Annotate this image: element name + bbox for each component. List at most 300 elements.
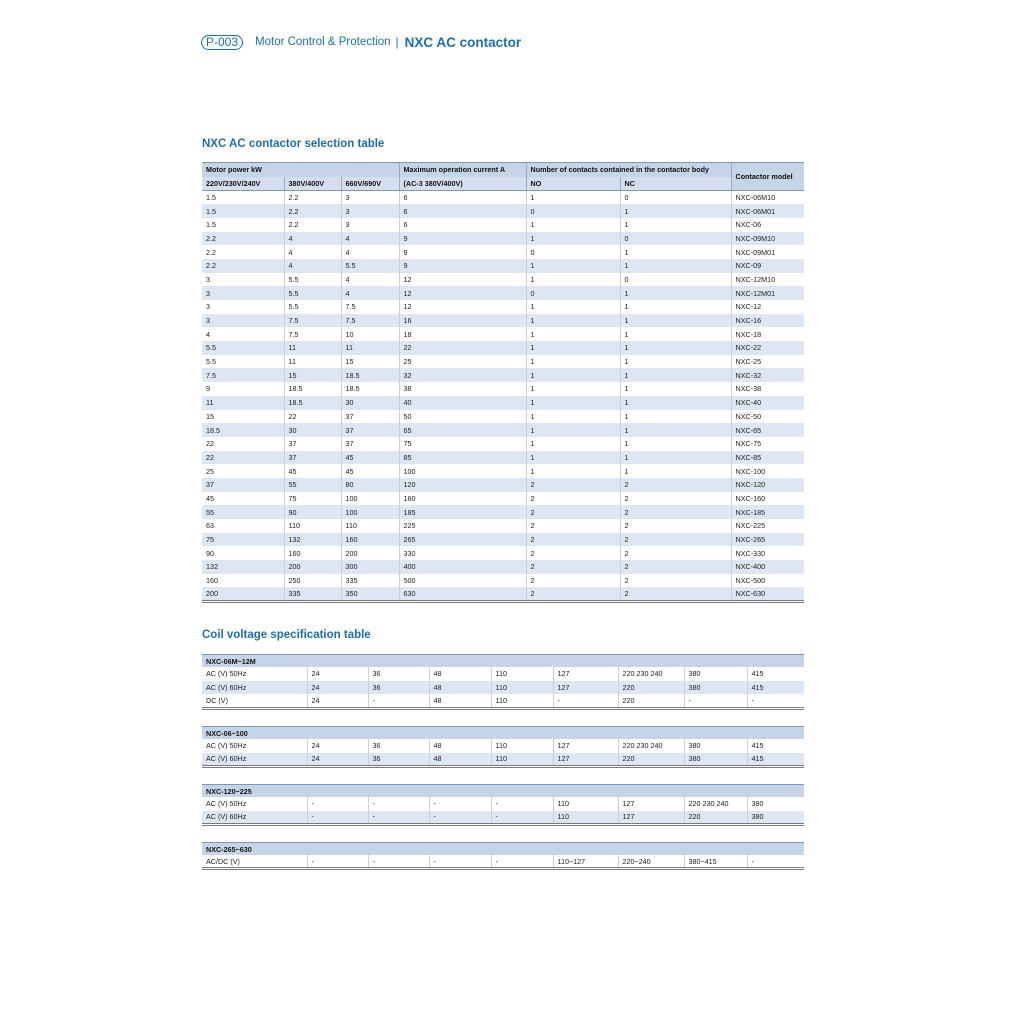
table-cell: NXC-630 — [731, 587, 804, 601]
table-row — [202, 464, 804, 478]
table-row — [202, 314, 804, 328]
table-cell: 220 230 240 — [618, 667, 684, 681]
table-row — [202, 546, 804, 560]
table-cell: NXC-330 — [731, 546, 804, 560]
table-cell: NXC-50 — [731, 410, 804, 424]
table-cell: 415 — [747, 681, 804, 695]
table-cell: - — [307, 797, 368, 811]
table-cell: 48 — [429, 667, 491, 681]
table-cell: 24 — [307, 667, 368, 681]
table-cell: 1 — [526, 410, 620, 424]
coil-table — [202, 842, 804, 870]
table-cell: 2 — [526, 533, 620, 547]
table-cell: 48 — [429, 681, 491, 695]
table-cell: 2 — [620, 533, 731, 547]
table-cell: 1 — [526, 368, 620, 382]
table-cell: NXC-38 — [731, 382, 804, 396]
table-cell: 100 — [341, 492, 399, 506]
table-cell: 12 — [399, 286, 526, 300]
table-cell: NXC-40 — [731, 396, 804, 410]
table-cell: 1 — [620, 355, 731, 369]
table-cell: 1 — [620, 410, 731, 424]
table-cell: 1 — [526, 218, 620, 232]
table-cell: NXC-75 — [731, 437, 804, 451]
table-cell: 45 — [341, 451, 399, 465]
table-cell: 132 — [284, 533, 341, 547]
table-row — [202, 739, 804, 753]
table-cell: 2.2 — [202, 259, 284, 273]
table-cell: 1 — [526, 300, 620, 314]
table-cell: NXC-65 — [731, 423, 804, 437]
table-row — [202, 667, 804, 681]
table-row — [202, 245, 804, 259]
table-cell: 380 — [684, 667, 747, 681]
table-row — [202, 855, 804, 869]
table-cell: 1 — [620, 451, 731, 465]
table-cell: 50 — [399, 410, 526, 424]
table-cell: 9 — [206, 384, 210, 394]
subheader-380v: 380V/400V — [284, 177, 341, 191]
table-cell: 11 — [284, 341, 341, 355]
table-cell: 1.5 — [202, 204, 284, 218]
header-section: Motor Control & Protection — [255, 36, 391, 48]
table-row — [202, 259, 804, 273]
table-cell: 7.5 — [341, 314, 399, 328]
table-row — [202, 451, 804, 465]
table-cell: 7.5 — [341, 300, 399, 314]
table-cell: NXC-265 — [731, 533, 804, 547]
table-cell: 415 — [747, 753, 804, 767]
table-cell: 5.5 — [341, 259, 399, 273]
table-cell: NXC-225 — [731, 519, 804, 533]
table-cell: AC (V) 50Hz — [206, 741, 247, 751]
table-row — [202, 505, 804, 519]
selection-table-body — [202, 191, 804, 602]
table-cell: 2.2 — [284, 204, 341, 218]
table-cell: AC/DC (V) — [202, 855, 307, 869]
table-row — [202, 694, 804, 708]
table-cell: 15 — [284, 368, 341, 382]
table-cell: 127 — [553, 753, 618, 767]
table-cell: 1 — [526, 396, 620, 410]
table-cell: NXC-09 — [731, 259, 804, 273]
table-row — [202, 191, 804, 205]
table-cell: 24 — [307, 681, 368, 695]
table-cell: - — [368, 855, 429, 869]
table-row — [202, 355, 804, 369]
coil-group-title: NXC-120~225 — [202, 785, 804, 798]
table-cell: 1 — [620, 396, 731, 410]
header-separator: | — [395, 35, 399, 49]
table-cell: 400 — [399, 560, 526, 574]
table-cell: 2 — [620, 505, 731, 519]
table-cell: 37 — [341, 410, 399, 424]
table-cell: 4 — [341, 245, 399, 259]
table-cell: 22 — [284, 410, 341, 424]
table-cell: 37 — [284, 437, 341, 451]
table-row — [202, 560, 804, 574]
table-cell: 1 — [620, 464, 731, 478]
table-cell: 18.5 — [284, 382, 341, 396]
table-cell: NXC-12 — [731, 300, 804, 314]
table-cell: NXC-400 — [731, 560, 804, 574]
table-cell: 5.5 — [284, 286, 341, 300]
table-cell: 127 — [618, 811, 684, 825]
table-cell: 3 — [206, 274, 210, 284]
table-cell: 1 — [526, 273, 620, 287]
table-cell: NXC-12M01 — [731, 286, 804, 300]
table-cell: 30 — [284, 423, 341, 437]
table-cell: 1 — [620, 423, 731, 437]
table-cell: 220~240 — [618, 855, 684, 869]
table-cell: - — [491, 855, 553, 869]
table-cell: 2.2 — [202, 232, 284, 246]
table-cell: 1 — [620, 300, 731, 314]
table-cell: 25 — [206, 466, 214, 476]
table-cell: 6 — [399, 218, 526, 232]
table-cell: 55 — [284, 478, 341, 492]
selection-table-title: NXC AC contactor selection table — [202, 138, 385, 150]
table-row — [202, 574, 804, 588]
table-cell: 110 — [553, 797, 618, 811]
table-cell: - — [429, 797, 491, 811]
table-row — [202, 327, 804, 341]
table-cell: 2 — [620, 492, 731, 506]
table-row — [202, 811, 804, 825]
table-row — [202, 478, 804, 492]
table-cell: AC (V) 50Hz — [206, 669, 247, 679]
table-cell: 36 — [368, 667, 429, 681]
table-cell: 100 — [399, 464, 526, 478]
table-row — [202, 753, 804, 767]
table-cell: 500 — [399, 574, 526, 588]
table-cell: - — [368, 797, 429, 811]
table-cell: 1 — [526, 191, 620, 205]
table-cell: 4 — [341, 286, 399, 300]
table-cell: 110 — [341, 519, 399, 533]
table-cell: 36 — [368, 739, 429, 753]
table-cell: NXC-06 — [731, 218, 804, 232]
table-cell: DC (V) — [202, 694, 307, 708]
table-cell: 24 — [307, 694, 368, 708]
table-row — [202, 286, 804, 300]
table-cell: 3 — [202, 314, 284, 328]
table-cell: 335 — [284, 587, 341, 601]
table-cell: 6 — [399, 204, 526, 218]
table-cell: NXC-09M01 — [731, 245, 804, 259]
table-cell: 2 — [620, 560, 731, 574]
contacts-header: Number of contacts contained in the contactor body — [526, 163, 731, 177]
table-cell: 5.5 — [202, 341, 284, 355]
table-cell: 24 — [307, 739, 368, 753]
table-cell: 6 — [399, 191, 526, 205]
table-cell: 85 — [399, 451, 526, 465]
table-cell: 16 — [399, 314, 526, 328]
table-cell: 1 — [620, 327, 731, 341]
table-cell: 0 — [620, 273, 731, 287]
table-cell: 12 — [399, 273, 526, 287]
table-cell: 1 — [526, 451, 620, 465]
table-cell: - — [368, 811, 429, 825]
table-cell: 220 — [618, 681, 684, 695]
table-cell: 38 — [399, 382, 526, 396]
table-row — [202, 437, 804, 451]
table-cell: NXC-500 — [731, 574, 804, 588]
table-row — [202, 681, 804, 695]
table-cell: 110 — [491, 739, 553, 753]
table-cell: 220 230 240 — [684, 797, 747, 811]
table-cell: 18.5 — [341, 368, 399, 382]
table-cell: 37 — [341, 423, 399, 437]
table-row — [202, 423, 804, 437]
table-cell: 11 — [341, 341, 399, 355]
table-cell: 22 — [206, 439, 214, 449]
table-cell: 220 — [618, 753, 684, 767]
table-cell: 18.5 — [341, 382, 399, 396]
table-cell: 4 — [341, 273, 399, 287]
table-cell: 4 — [284, 259, 341, 273]
table-cell: 2 — [526, 587, 620, 601]
subheader-220v: 220V/230V/240V — [202, 177, 284, 191]
table-cell: 25 — [399, 355, 526, 369]
table-cell: 1 — [526, 314, 620, 328]
table-cell: 110 — [491, 681, 553, 695]
selection-table — [202, 162, 804, 603]
table-cell: 1 — [620, 259, 731, 273]
table-cell: 36 — [368, 753, 429, 767]
table-cell: 30 — [341, 396, 399, 410]
table-cell: NXC-06M01 — [731, 204, 804, 218]
table-cell: 1 — [620, 314, 731, 328]
table-cell: 160 — [341, 533, 399, 547]
table-cell: - — [491, 797, 553, 811]
table-cell: 0 — [526, 245, 620, 259]
table-cell: 15 — [206, 411, 214, 421]
table-cell: 24 — [307, 753, 368, 767]
subheader-no: NO — [526, 177, 620, 191]
table-cell: 5.5 — [206, 357, 216, 367]
table-cell: 18.5 — [284, 396, 341, 410]
table-cell: 2.2 — [284, 191, 341, 205]
table-cell: 1 — [526, 464, 620, 478]
table-row — [202, 492, 804, 506]
table-row — [202, 410, 804, 424]
table-cell: 10 — [341, 327, 399, 341]
table-row — [202, 218, 804, 232]
table-cell: - — [747, 694, 804, 708]
table-cell: 5.5 — [284, 300, 341, 314]
table-cell: 2 — [526, 492, 620, 506]
table-row — [202, 587, 804, 601]
table-row — [202, 533, 804, 547]
table-cell: 18 — [399, 327, 526, 341]
table-cell: 75 — [202, 533, 284, 547]
table-row — [202, 382, 804, 396]
table-cell: 1 — [620, 286, 731, 300]
table-cell: 5.5 — [284, 273, 341, 287]
table-cell: 250 — [284, 574, 341, 588]
table-cell: 40 — [399, 396, 526, 410]
table-cell: 7.5 — [284, 314, 341, 328]
table-cell: NXC-06M10 — [731, 191, 804, 205]
table-cell: 9 — [399, 232, 526, 246]
table-cell: AC (V) 60Hz — [202, 753, 307, 767]
subheader-660v: 660V/690V — [341, 177, 399, 191]
coil-group-title: NXC-06~100 — [202, 727, 804, 740]
table-cell: 200 — [202, 587, 284, 601]
table-cell: 36 — [368, 681, 429, 695]
table-cell: 3 — [341, 204, 399, 218]
table-cell: 15 — [341, 355, 399, 369]
table-cell: 2 — [526, 546, 620, 560]
table-cell: 200 — [341, 546, 399, 560]
table-cell: NXC-120 — [731, 478, 804, 492]
table-cell: 1 — [620, 341, 731, 355]
table-cell: 2 — [526, 574, 620, 588]
table-cell: 3 — [206, 302, 210, 312]
table-cell: 48 — [429, 753, 491, 767]
table-cell: 1 — [526, 437, 620, 451]
subheader-ac3: (AC-3 380V/400V) — [399, 177, 526, 191]
table-row — [202, 341, 804, 355]
header-title: NXC AC contactor — [404, 34, 522, 50]
table-cell: 1 — [526, 341, 620, 355]
table-cell: 80 — [341, 478, 399, 492]
table-cell: 4 — [206, 329, 210, 339]
table-cell: 120 — [399, 478, 526, 492]
table-cell: 7.5 — [284, 327, 341, 341]
table-cell: 127 — [553, 739, 618, 753]
coil-table-title: Coil voltage specification table — [202, 629, 371, 641]
table-cell: 100 — [341, 505, 399, 519]
table-cell: 7.5 — [202, 368, 284, 382]
table-row — [202, 797, 804, 811]
table-cell: 45 — [341, 464, 399, 478]
table-cell: NXC-25 — [731, 355, 804, 369]
table-cell: 160 — [206, 576, 218, 586]
table-cell: NXC-32 — [731, 368, 804, 382]
table-cell: 0 — [526, 286, 620, 300]
table-cell: 380~415 — [684, 855, 747, 869]
table-cell: 1 — [620, 437, 731, 451]
table-cell: 48 — [429, 694, 491, 708]
table-cell: 630 — [399, 587, 526, 601]
table-cell: 110 — [491, 667, 553, 681]
table-cell: NXC-12M10 — [731, 273, 804, 287]
table-cell: 32 — [399, 368, 526, 382]
table-cell: - — [307, 811, 368, 825]
table-cell: 65 — [399, 423, 526, 437]
table-cell: 4 — [284, 245, 341, 259]
table-cell: 37 — [284, 451, 341, 465]
table-cell: - — [491, 811, 553, 825]
table-cell: 37 — [341, 437, 399, 451]
table-cell: 3 — [341, 218, 399, 232]
table-cell: 127 — [553, 667, 618, 681]
table-cell: 330 — [399, 546, 526, 560]
table-row — [202, 232, 804, 246]
table-cell: 1 — [620, 382, 731, 396]
table-cell: 1.5 — [206, 193, 216, 203]
motor-power-header: Motor power kW — [202, 163, 399, 177]
table-cell: 18.5 — [202, 423, 284, 437]
table-cell: 2 — [526, 505, 620, 519]
table-cell: NXC-100 — [731, 464, 804, 478]
table-cell: 3 — [341, 191, 399, 205]
table-cell: AC (V) 50Hz — [206, 799, 247, 809]
table-cell: 110 — [553, 811, 618, 825]
table-cell: 132 — [202, 560, 284, 574]
table-cell: - — [307, 855, 368, 869]
table-cell: 1 — [526, 232, 620, 246]
table-cell: 1 — [526, 259, 620, 273]
table-cell: 45 — [284, 464, 341, 478]
table-cell: 160 — [399, 492, 526, 506]
table-cell: 220 — [618, 694, 684, 708]
table-cell: 265 — [399, 533, 526, 547]
table-cell: 2 — [526, 478, 620, 492]
table-cell: 4 — [284, 232, 341, 246]
coil-table — [202, 726, 804, 768]
table-cell: 415 — [747, 667, 804, 681]
coil-table — [202, 784, 804, 826]
table-cell: 127 — [553, 681, 618, 695]
table-cell: 22 — [399, 341, 526, 355]
table-cell: 380 — [684, 681, 747, 695]
table-cell: 48 — [429, 739, 491, 753]
table-cell: 0 — [620, 191, 731, 205]
table-cell: - — [368, 694, 429, 708]
table-cell: 380 — [684, 739, 747, 753]
table-cell: 11 — [284, 355, 341, 369]
table-cell: 110~127 — [553, 855, 618, 869]
table-cell: 55 — [202, 505, 284, 519]
table-cell: - — [429, 855, 491, 869]
table-cell: AC (V) 60Hz — [202, 811, 307, 825]
table-cell: 2 — [620, 478, 731, 492]
table-cell: 1.5 — [206, 220, 216, 230]
table-cell: 1 — [620, 218, 731, 232]
table-cell: 220 230 240 — [618, 739, 684, 753]
table-cell: 185 — [399, 505, 526, 519]
table-row — [202, 368, 804, 382]
table-cell: 300 — [341, 560, 399, 574]
table-cell: 2 — [620, 546, 731, 560]
table-cell: - — [747, 855, 804, 869]
table-cell: - — [429, 811, 491, 825]
table-cell: NXC-185 — [731, 505, 804, 519]
table-cell: NXC-16 — [731, 314, 804, 328]
table-cell: 1 — [620, 204, 731, 218]
table-cell: 90 — [206, 548, 214, 558]
table-row — [202, 396, 804, 410]
table-cell: 2 — [526, 560, 620, 574]
coil-group-title: NXC-265~630 — [202, 843, 804, 856]
table-row — [202, 300, 804, 314]
table-cell: 2 — [526, 519, 620, 533]
table-cell: 380 — [684, 753, 747, 767]
table-cell: 110 — [491, 753, 553, 767]
page-header — [201, 34, 521, 50]
table-cell: 335 — [341, 574, 399, 588]
table-cell: 3 — [202, 286, 284, 300]
table-cell: 220 — [684, 811, 747, 825]
table-cell: - — [684, 694, 747, 708]
table-cell: 1 — [526, 382, 620, 396]
table-cell: 200 — [284, 560, 341, 574]
table-cell: 11 — [202, 396, 284, 410]
table-cell: 1 — [526, 327, 620, 341]
